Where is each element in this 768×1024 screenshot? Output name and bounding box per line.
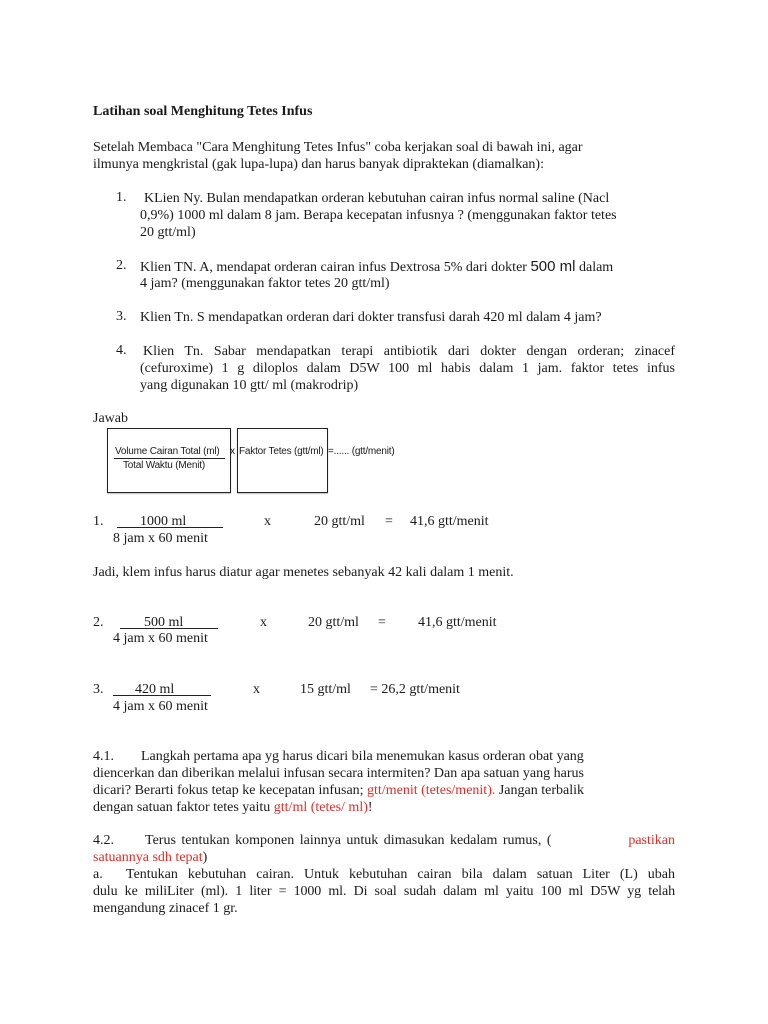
step-42-a-line-1: Tentukan kebutuhan cairan. Untuk kebutuhan cairan bila dalam satuan Liter (L) ubah: [126, 867, 675, 882]
question-1-number: 1.: [116, 190, 127, 205]
answer-2-numerator: 500 ml: [144, 615, 184, 630]
answer-3-factor: 15 gtt/ml: [300, 682, 351, 697]
step-42-line-1: [145, 832, 675, 849]
question-4-number: 4.: [116, 343, 127, 358]
answer-3-denominator: 4 jam x 60 menit: [113, 699, 208, 714]
question-2-line-2: 4 jam? (menggunakan faktor tetes 20 gtt/ml): [140, 276, 390, 291]
step-42-a-label: a.: [93, 867, 103, 882]
page-title: Latihan soal Menghitung Tetes Infus: [93, 104, 313, 119]
formula-times: x: [230, 446, 235, 457]
step-41-line-4: [93, 799, 683, 816]
question-4-line-2: (cefuroxime) 1 g diloplos dalam D5W 100 ml habis dalam 1 jam. faktor tetes infus: [140, 361, 675, 376]
step-42-a-line-3: mengandung zinacef 1 gr.: [93, 901, 238, 916]
step-41-highlight-factor: gtt/ml (tetes/ ml): [273, 800, 368, 815]
answer-1-denominator: 8 jam x 60 menit: [113, 531, 208, 546]
answer-1-factor: 20 gtt/ml: [314, 514, 365, 529]
formula-numerator: Volume Cairan Total (ml): [115, 446, 220, 457]
step-41-line-2: diencerkan dan diberikan melalui infusan secara intermiten? Dan apa satuan yang harus: [93, 766, 584, 781]
answer-2-result: 41,6 gtt/menit: [418, 615, 497, 630]
intro-line-1: Setelah Membaca "Cara Menghitung Tetes Infus" coba kerjakan soal di bawah ini, agar: [93, 140, 583, 155]
question-2-line-1: [140, 258, 675, 276]
question-2-volume: 500 ml: [530, 258, 576, 275]
formula-fraction-line: [114, 458, 225, 459]
answer-3-number: 3.: [93, 682, 104, 697]
step-42-number: 4.2.: [93, 833, 114, 848]
question-1-line-3: 20 gtt/ml): [140, 225, 196, 240]
question-3-number: 3.: [116, 309, 127, 324]
step-41-line-3-text: dicari? Berarti fokus tetap ke kecepatan infusan;: [93, 783, 368, 798]
answer-1-times: x: [264, 514, 271, 529]
answer-1-result: 41,6 gtt/menit: [410, 514, 489, 529]
answer-2-factor: 20 gtt/ml: [308, 615, 359, 630]
step-41-line-4-text: dengan satuan faktor tetes yaitu: [93, 800, 274, 815]
step-41-line-1: Langkah pertama apa yg harus dicari bila menemukan kasus orderan obat yang: [141, 749, 584, 764]
answer-2-equals: =: [378, 615, 386, 630]
answer-2-times: x: [260, 615, 267, 630]
step-41-line-3: [93, 782, 683, 799]
step-42-highlight-1: pastikan: [628, 833, 675, 848]
conclusion-1: Jadi, klem infus harus diatur agar menetes sebanyak 42 kali dalam 1 menit.: [93, 565, 514, 580]
answer-3-times: x: [253, 682, 260, 697]
answer-2-number: 2.: [93, 615, 104, 630]
question-4-line-1: Klien Tn. Sabar mendapatkan terapi antibiotik dari dokter dengan orderan; zinacef: [143, 344, 675, 359]
intro-line-2: ilmunya mengkristal (gak lupa-lupa) dan harus banyak dipraktekan (diamalkan):: [93, 157, 544, 172]
step-42-line-1-text: Terus tentukan komponen lainnya untuk dimasukan kedalam rumus, (: [145, 833, 552, 848]
step-42-line-2-tail: ): [202, 850, 208, 865]
step-41-line-3-tail: Jangan terbalik: [495, 783, 584, 798]
answer-3-result: = 26,2 gtt/menit: [370, 682, 460, 697]
answer-1-number: 1.: [93, 514, 104, 529]
formula-factor-box: [237, 428, 328, 493]
step-42-line-2: [93, 849, 683, 866]
formula-result: =...... (gtt/menit): [328, 446, 395, 457]
formula-factor: Faktor Tetes (gtt/ml): [239, 446, 324, 457]
answer-heading: Jawab: [93, 411, 128, 426]
step-41-highlight-unit: gtt/menit (tetes/menit).: [367, 783, 496, 798]
step-42-highlight-2: satuannya sdh tepat: [93, 850, 203, 865]
question-2-number: 2.: [116, 258, 127, 273]
question-4-line-3: yang digunakan 10 gtt/ ml (makrodrip): [140, 378, 359, 393]
question-2-text-c: dalam: [575, 260, 614, 275]
formula-denominator: Total Waktu (Menit): [123, 460, 205, 471]
question-1-line-2: 0,9%) 1000 ml dalam 8 jam. Berapa kecepatan infusnya ? (menggunakan faktor tetes: [140, 208, 617, 223]
step-41-number: 4.1.: [93, 749, 114, 764]
answer-1-numerator: 1000 ml: [140, 514, 187, 529]
question-1-line-1: KLien Ny. Bulan mendapatkan orderan kebutuhan cairan infus normal saline (Nacl: [144, 191, 610, 206]
step-42-a-line-2: dulu ke miliLiter (ml). 1 liter = 1000 ml. Di soal sudah dalam ml yaitu 100 ml D5W yg telah: [93, 884, 675, 899]
answer-1-equals: =: [385, 514, 393, 529]
answer-2-denominator: 4 jam x 60 menit: [113, 631, 208, 646]
answer-3-numerator: 420 ml: [135, 682, 175, 697]
question-2-text-a: Klien TN. A, mendapat orderan cairan infus Dextrosa 5% dari dokter: [140, 260, 531, 275]
step-41-line-4-tail: !: [367, 800, 373, 815]
question-3-line-1: Klien Tn. S mendapatkan orderan dari dokter transfusi darah 420 ml dalam 4 jam?: [140, 310, 602, 325]
